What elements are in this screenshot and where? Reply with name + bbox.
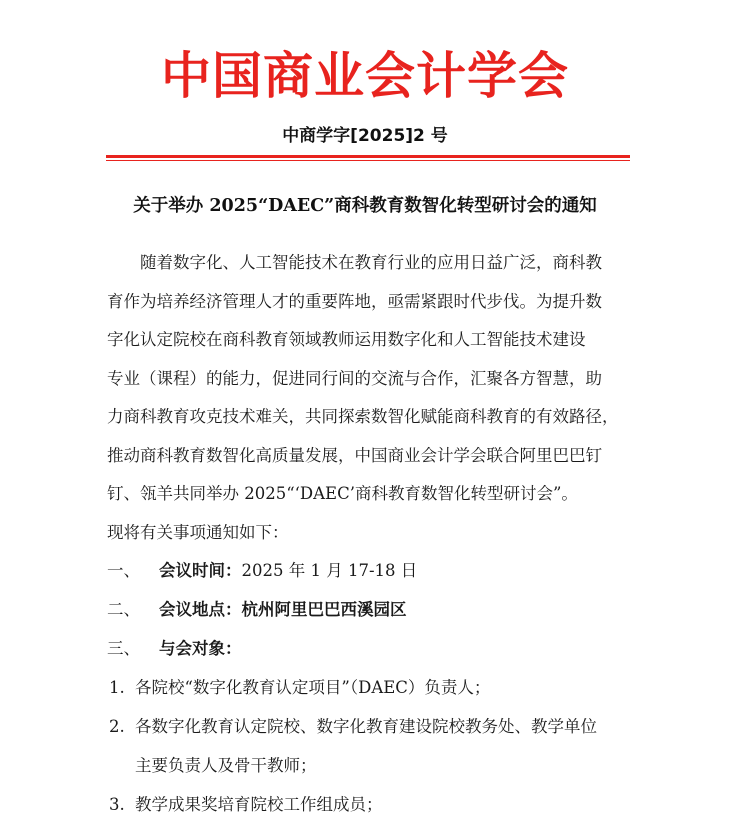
- body-line: 字化认定院校在商科教育领域教师运用数字化和人工智能技术建设: [107, 330, 586, 349]
- attendee-number: 3.: [109, 795, 125, 814]
- section-number: 一、: [107, 561, 140, 580]
- section-value: 杭州阿里巴巴西溪园区: [241, 600, 407, 619]
- attendee-item: [109, 713, 597, 737]
- red-header-rule-thick: [106, 155, 630, 158]
- section-attendees: [107, 635, 242, 659]
- body-line: 现将有关事项通知如下：: [107, 522, 289, 542]
- red-header-rule-thin: [106, 160, 630, 161]
- attendee-number: 2.: [109, 717, 125, 736]
- body-line: 专业（课程）的能力，促进同行间的交流与合作，汇聚各方智慧，助: [107, 368, 602, 388]
- attendee-text-continued: 主要负责人及骨干教师；: [135, 756, 317, 775]
- attendee-text: 教学成果奖培育院校工作组成员；: [135, 795, 383, 814]
- document-number: 中商学字[2025]2 号: [282, 126, 448, 146]
- attendee-text: 各数字化教育认定院校、数字化教育建设院校教务处、教学单位: [135, 717, 597, 736]
- section-time: [107, 557, 417, 581]
- section-number: 三、: [107, 639, 140, 658]
- section-value: 2025 年 1 月 17-18 日: [241, 561, 418, 580]
- notice-title: 关于举办 2025“DAEC”商科教育数智化转型研讨会的通知: [133, 196, 597, 216]
- body-line: 力商科教育攻克技术难关，共同探索数智化赋能商科教育的有效路径，: [107, 407, 619, 426]
- body-line: 钉、瓴羊共同举办 2025“‘DAEC’商科教育数智化转型研讨会”。: [107, 484, 578, 503]
- body-line: 随着数字化、人工智能技术在教育行业的应用日益广泛，商科教: [140, 253, 602, 272]
- body-line: 育作为培养经济管理人才的重要阵地，亟需紧跟时代步伐。为提升数: [107, 291, 602, 311]
- attendee-text: 各院校“数字化教育认定项目”（DAEC）负责人；: [135, 678, 491, 697]
- organization-title: 中国商业会计学会: [161, 47, 569, 105]
- section-number: 二、: [107, 600, 140, 619]
- section-label: 与会对象：: [159, 639, 242, 658]
- body-paragraph: [107, 244, 630, 552]
- section-label: 会议时间：: [159, 561, 242, 580]
- section-location: [107, 596, 407, 620]
- section-label: 会议地点：: [159, 600, 242, 619]
- body-line: 推动商科教育数智化高质量发展，中国商业会计学会联合阿里巴巴钉: [107, 445, 602, 465]
- attendee-item: [109, 791, 383, 815]
- attendee-number: 1.: [109, 678, 125, 697]
- attendee-item: [109, 674, 490, 698]
